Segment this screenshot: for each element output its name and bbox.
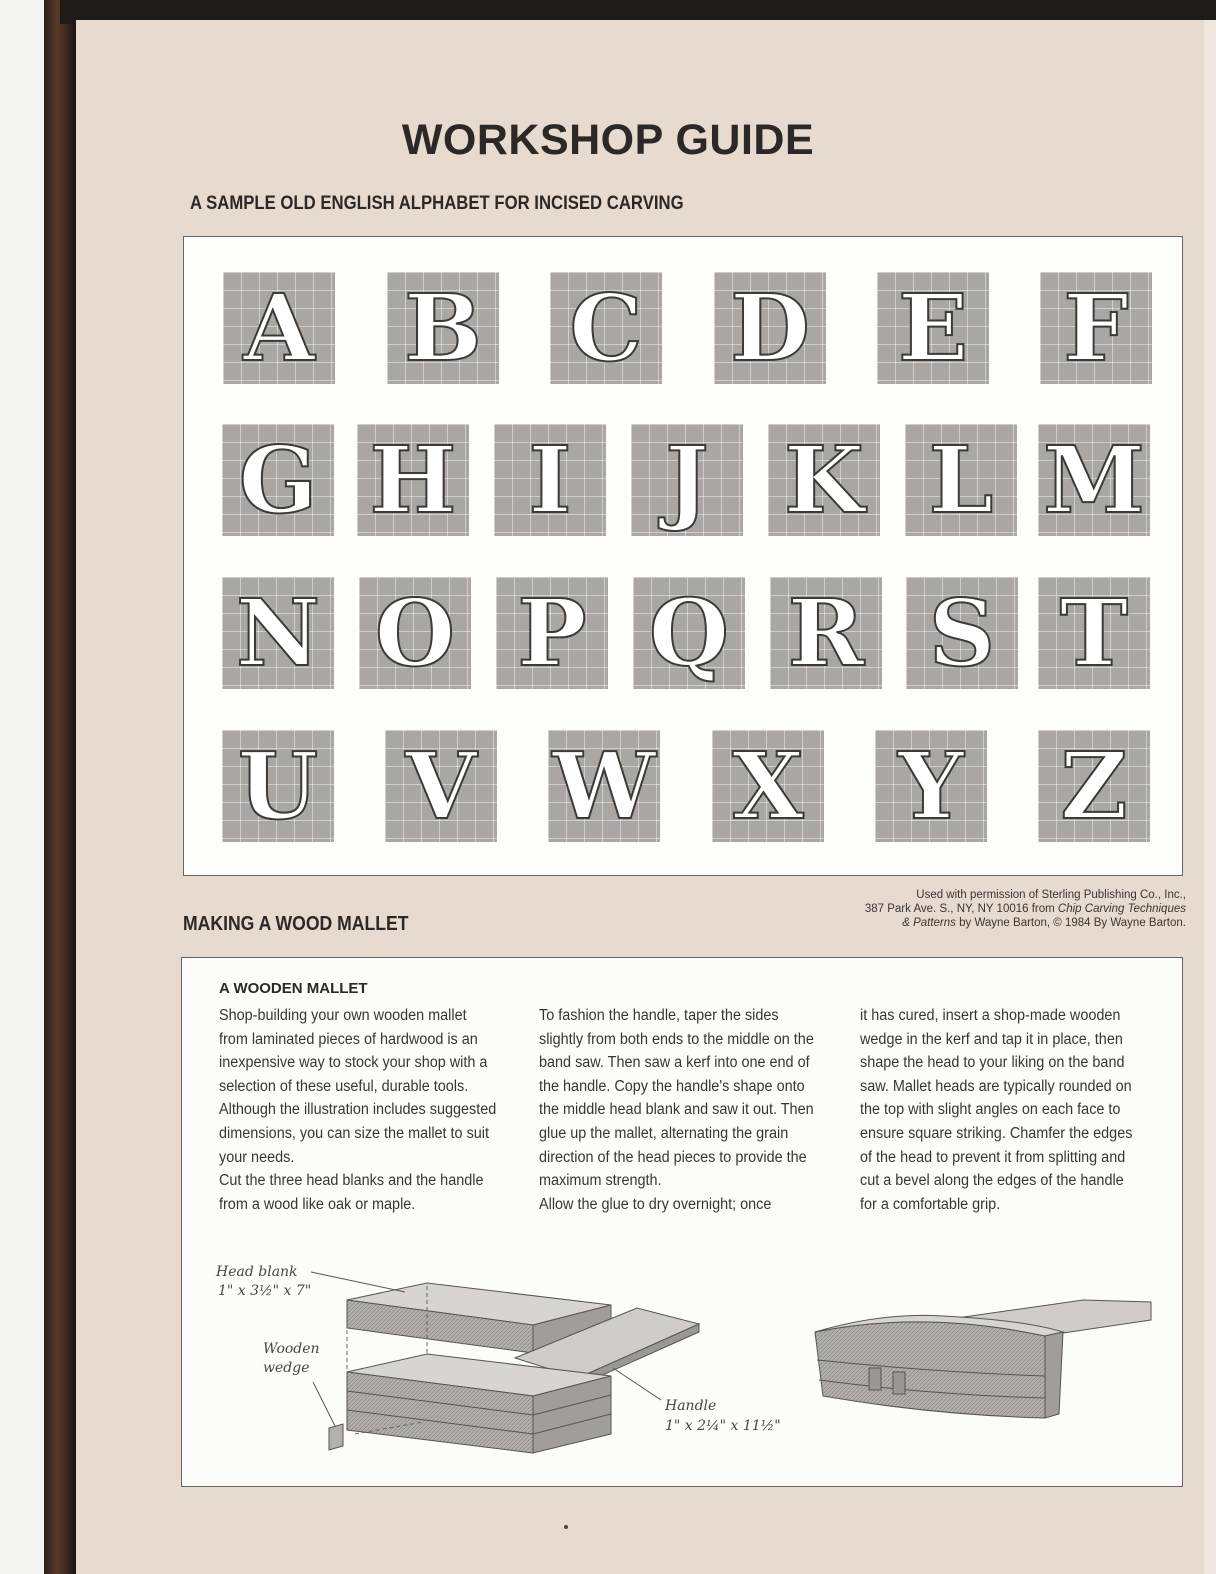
- letter: I: [528, 426, 572, 534]
- letter-tile: [387, 272, 499, 384]
- alphabet-heading: A SAMPLE OLD ENGLISH ALPHABET FOR INCISED CARVING: [190, 193, 684, 214]
- page-title: WORKSHOP GUIDE: [401, 116, 815, 164]
- page-mark: [564, 1525, 568, 1529]
- paragraph: Allow the glue to dry overnight; once: [539, 1195, 772, 1213]
- label-handle: Handle: [665, 1398, 717, 1414]
- paragraph: Shop-building your own wooden mallet from laminated pieces of hardwood is an inexpensive way to stock your shop with a selection of these useful, durable tools. Although the illustration includes suggested dimensions, you can size the mallet to suit your needs.: [219, 1007, 497, 1166]
- letter-tile: [1038, 577, 1150, 689]
- letter-tile: [712, 730, 824, 842]
- letter-tile: [550, 272, 662, 384]
- paragraph: To fashion the handle, taper the sides slightly from both ends to the middle on the band saw. Then saw a kerf into one end of the handle. Copy the handle's shape onto the middle head blank and saw it out. Then glue up the mallet, alternating the grain direction of the head pieces to provide the maximum strength.: [539, 1007, 814, 1190]
- page-right-margin: [1204, 20, 1216, 1574]
- credit-book-title: Chip Carving Techniques: [1057, 903, 1186, 915]
- letter: P: [517, 579, 587, 687]
- letter: X: [732, 732, 804, 840]
- letter: W: [552, 732, 656, 840]
- letter: B: [404, 274, 482, 382]
- letter: R: [787, 579, 865, 687]
- letter-tile: [1038, 730, 1150, 842]
- letter-tile: [222, 730, 334, 842]
- text-column-3: [860, 1004, 1139, 1216]
- letter: T: [1059, 579, 1129, 687]
- letter: N: [235, 579, 321, 687]
- letter-tile: [1040, 272, 1152, 384]
- letter-tile: [770, 577, 882, 689]
- letter-tile: [359, 577, 471, 689]
- label-head-blank-dim: 1" x 3½" x 7": [218, 1283, 312, 1299]
- letter: G: [238, 426, 318, 534]
- label-head-blank: Head blank: [216, 1264, 298, 1280]
- paragraph: it has cured, insert a shop-made wooden wedge in the kerf and tap it in place, then shape the head to your liking on the band saw. Mallet heads are typically rounded on the top with slight angles on each face to ensure square striking. Chamfer the edges of the head to prevent it from splitting and cut a bevel along the edges of the handle for a comfortable grip.: [860, 1007, 1133, 1213]
- credit-line-3: by Wayne Barton, © 1984 By Wayne Barton.: [955, 917, 1186, 929]
- credit-line-2: 387 Park Ave. S., NY, NY 10016 from: [864, 903, 1058, 915]
- letter: K: [784, 426, 864, 534]
- label-handle-dim: 1" x 2¼" x 11½": [665, 1418, 781, 1434]
- letter-tile: [631, 424, 743, 536]
- letter-tile: [768, 424, 880, 536]
- letter: U: [237, 732, 319, 840]
- letter-tile: [548, 730, 660, 842]
- letter: S: [928, 579, 996, 687]
- binding-edge: [0, 0, 44, 1574]
- wedge-exploded: [329, 1424, 343, 1450]
- letter: E: [897, 274, 969, 382]
- letter: H: [369, 426, 457, 534]
- text-column-2: [539, 1004, 818, 1216]
- letter: M: [1043, 426, 1145, 534]
- letter-tile: [1038, 424, 1150, 536]
- letter: J: [665, 426, 709, 534]
- mallet-illustration: [183, 1250, 1181, 1485]
- letter-tile: [223, 272, 335, 384]
- letter: F: [1063, 274, 1129, 382]
- letter-tile: [357, 424, 469, 536]
- credit-note: [726, 888, 1186, 930]
- mallet-section-heading: MAKING A WOOD MALLET: [183, 913, 409, 935]
- label-wedge-1: Wooden: [263, 1341, 320, 1357]
- letter-tile: [222, 424, 334, 536]
- text-column-1: [219, 1004, 498, 1216]
- letter-tile: [633, 577, 745, 689]
- letter-tile: [714, 272, 826, 384]
- credit-line-1: Used with permission of Sterling Publishing Co., Inc.,: [916, 889, 1186, 901]
- letter-tile: [877, 272, 989, 384]
- letter: Q: [648, 579, 730, 687]
- assembled-mallet: [815, 1300, 1151, 1418]
- letter: V: [405, 732, 477, 840]
- letter-tile: [906, 577, 1018, 689]
- letter-tile: [494, 424, 606, 536]
- letter: L: [928, 426, 994, 534]
- letter-tile: [385, 730, 497, 842]
- letter-tile: [905, 424, 1017, 536]
- letter: Z: [1060, 732, 1128, 840]
- letter-tile: [222, 577, 334, 689]
- book-spine: [44, 0, 76, 1574]
- letter: O: [374, 579, 456, 687]
- letter: A: [243, 274, 315, 382]
- mallet-box-heading: A WOODEN MALLET: [219, 980, 368, 997]
- credit-book-title-cont: & Patterns: [902, 917, 956, 929]
- letter: D: [730, 274, 810, 382]
- letter-tile: [875, 730, 987, 842]
- label-wedge-2: wedge: [263, 1360, 310, 1376]
- letter: Y: [898, 732, 964, 840]
- letter-tile: [496, 577, 608, 689]
- paragraph: Cut the three head blanks and the handle from a wood like oak or maple.: [219, 1172, 484, 1213]
- letter: C: [569, 274, 643, 382]
